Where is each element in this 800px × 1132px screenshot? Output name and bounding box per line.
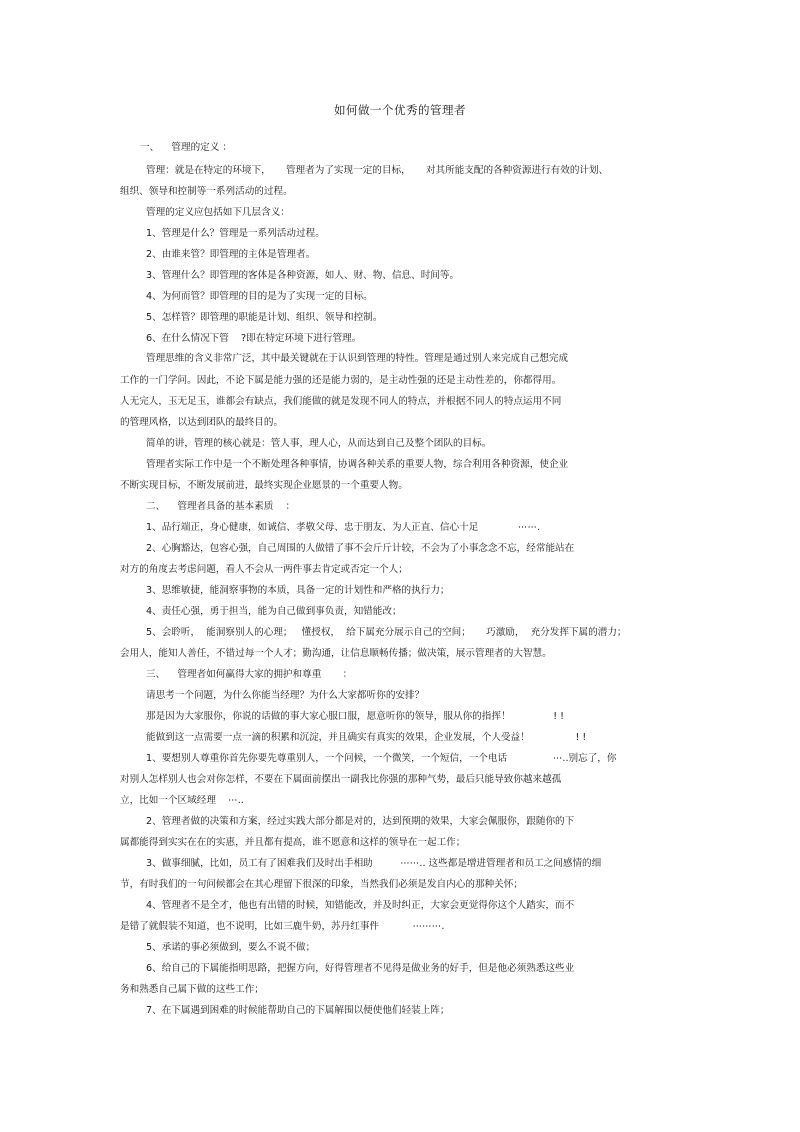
- text-line: 1、要想别人尊重你首先你要先尊重别人，一个问候，一个微笑，一个短信，一个电话 ⋯..别忘了，你: [146, 753, 617, 764]
- text-line: 管理思维的含义非常广泛，其中最关键就在于认识到管理的特性。管理是通过别人来完成自己想完成: [146, 353, 569, 364]
- text-line: 2、管理者做的决策和方案，经过实践大部分都是对的，达到预期的效果，大家会佩服你，跟随你的下: [146, 816, 575, 827]
- text-line: 立，比如一个区域经理 ⋯..: [120, 795, 244, 806]
- text-line: 对别人怎样别人也会对你怎样，不要在下属面前摆出一副我比你强的那种气势，最后只能导致你越来越孤: [120, 774, 562, 785]
- text-line: 组织、领导和控制等一系列活动的过程。: [120, 186, 293, 197]
- text-line: 1、管理是什么？管理是一系列活动过程。: [146, 228, 325, 239]
- text-line: 会用人，能知人善任，不错过每一个人才；勤沟通，让信息顺畅传播；做决策，展示管理者的大智慧。: [120, 648, 552, 659]
- text-line: 二、 管理者具备的基本素质 ：: [146, 501, 296, 512]
- text-line: 管理的定义应包括如下几层含义：: [146, 207, 290, 218]
- text-line: 3、管理什么？即管理的客体是各种资源，如人、财、物、信息、时间等。: [146, 270, 460, 281]
- text-line: 工作的一门学问。因此，不论下属是能力强的还是能力弱的，是主动性强的还是主动性差的，你都得用。: [120, 375, 562, 386]
- document-title: 如何做一个优秀的管理者: [334, 103, 466, 117]
- text-line: 2、心胸豁达，包容心强，自己周围的人做错了事不会斤斤计较，不会为了小事念念不忘，经常能站在: [146, 543, 575, 554]
- text-line: 4、管理者不是全才，他也有出错的时候，知错能改，并及时纠正，大家会更觉得你这个人踏实，而不: [146, 900, 575, 911]
- text-line: 是错了就假装不知道，也不说明，比如三鹿牛奶，苏丹红事件 ⋯⋯⋯.: [120, 921, 445, 932]
- text-line: 5、会聆听， 能洞察别人的心理； 懂授权， 给下属充分展示自己的空间； 巧激励， 充分发挥下属的潜力；: [146, 627, 627, 638]
- text-line: 5、怎样管？即管理的职能是计划、组织、领导和控制。: [146, 312, 383, 323]
- text-line: 6、在什么情况下管 ?即在特定环境下进行管理。: [146, 333, 362, 344]
- text-line: 那是因为大家服你，你说的话做的事大家心服口服，愿意听你的领导，服从你的指挥！ ! !: [146, 711, 564, 722]
- text-line: 三、 管理者如何赢得大家的拥护和尊重 ：: [146, 669, 353, 680]
- text-line: 节，有时我们的一句问候都会在其心理留下很深的印象，当然我们必须是发自内心的那种关怀；: [120, 879, 523, 890]
- text-line: 的管理风格，以达到团队的最终目的。: [120, 417, 284, 428]
- text-line: 务和熟悉自己属下做的这些工作；: [120, 984, 264, 995]
- text-line: 对方的角度去考虑问题，看人不会从一两件事去肯定或否定一个人；: [120, 564, 408, 575]
- text-line: 请思考一个问题，为什么你能当经理？为什么大家都听你的安排？: [146, 690, 425, 701]
- text-line: 管理：就是在特定的环境下， 管理者为了实现一定的目标， 对其所能支配的各种资源进行有效的计划、: [146, 165, 609, 176]
- text-line: 4、责任心强，勇于担当，能为自己做到事负责，知错能改；: [146, 606, 402, 617]
- text-line: 属都能得到实实在在的实惠，并且都有提高，谁不愿意和这样的领导在一起工作；: [120, 837, 466, 848]
- text-line: 人无完人，玉无足玉，谁都会有缺点，我们能做的就是发现不同人的特点，并根据不同人的特点运用不同: [120, 396, 562, 407]
- text-line: 5、承诺的事必须做到，要么不说不做；: [146, 942, 316, 953]
- text-line: 能做到这一点需要一点一滴的积累和沉淀，并且确实有真实的效果，企业发展，个人受益！ ! !: [146, 732, 587, 743]
- text-line: 管理者实际工作中是一个不断处理各种事情，协调各种关系的重要人物，综合利用各种资源，使企业: [146, 459, 569, 470]
- text-line: 6、给自己的下属能指明思路，把握方向，好得管理者不见得是做业务的好手，但是他必须熟悉这些业: [146, 963, 575, 974]
- text-line: 简单的讲，管理的核心就是：管人事，理人心，从而达到自己及整个团队的目标。: [146, 438, 492, 449]
- text-line: 3、做事细腻，比如，员工有了困难我们及时出手相助 ⋯⋯.. 这些都是增进管理者和员工之间感情的细: [146, 858, 602, 869]
- text-line: 3、思维敏捷，能洞察事物的本质，具备一定的计划性和严格的执行力；: [146, 585, 450, 596]
- text-line: 一、 管理的定义 ：: [140, 142, 232, 153]
- text-line: 不断实现目标，不断发展前进，最终实现企业愿景的一个重要人物。: [120, 480, 408, 491]
- text-line: 4、为何而管？即管理的目的是为了实现一定的目标。: [146, 291, 373, 302]
- text-line: 7、在下属遇到困难的时候能帮助自己的下属解围以便使他们轻装上阵；: [146, 1005, 450, 1016]
- text-line: 1、品行端正，身心健康，如诚信、孝敬父母、忠于朋友、为人正直、信心十足 ⋯⋯.: [146, 522, 541, 533]
- text-line: 2、由谁来管？即管理的主体是管理者。: [146, 249, 316, 260]
